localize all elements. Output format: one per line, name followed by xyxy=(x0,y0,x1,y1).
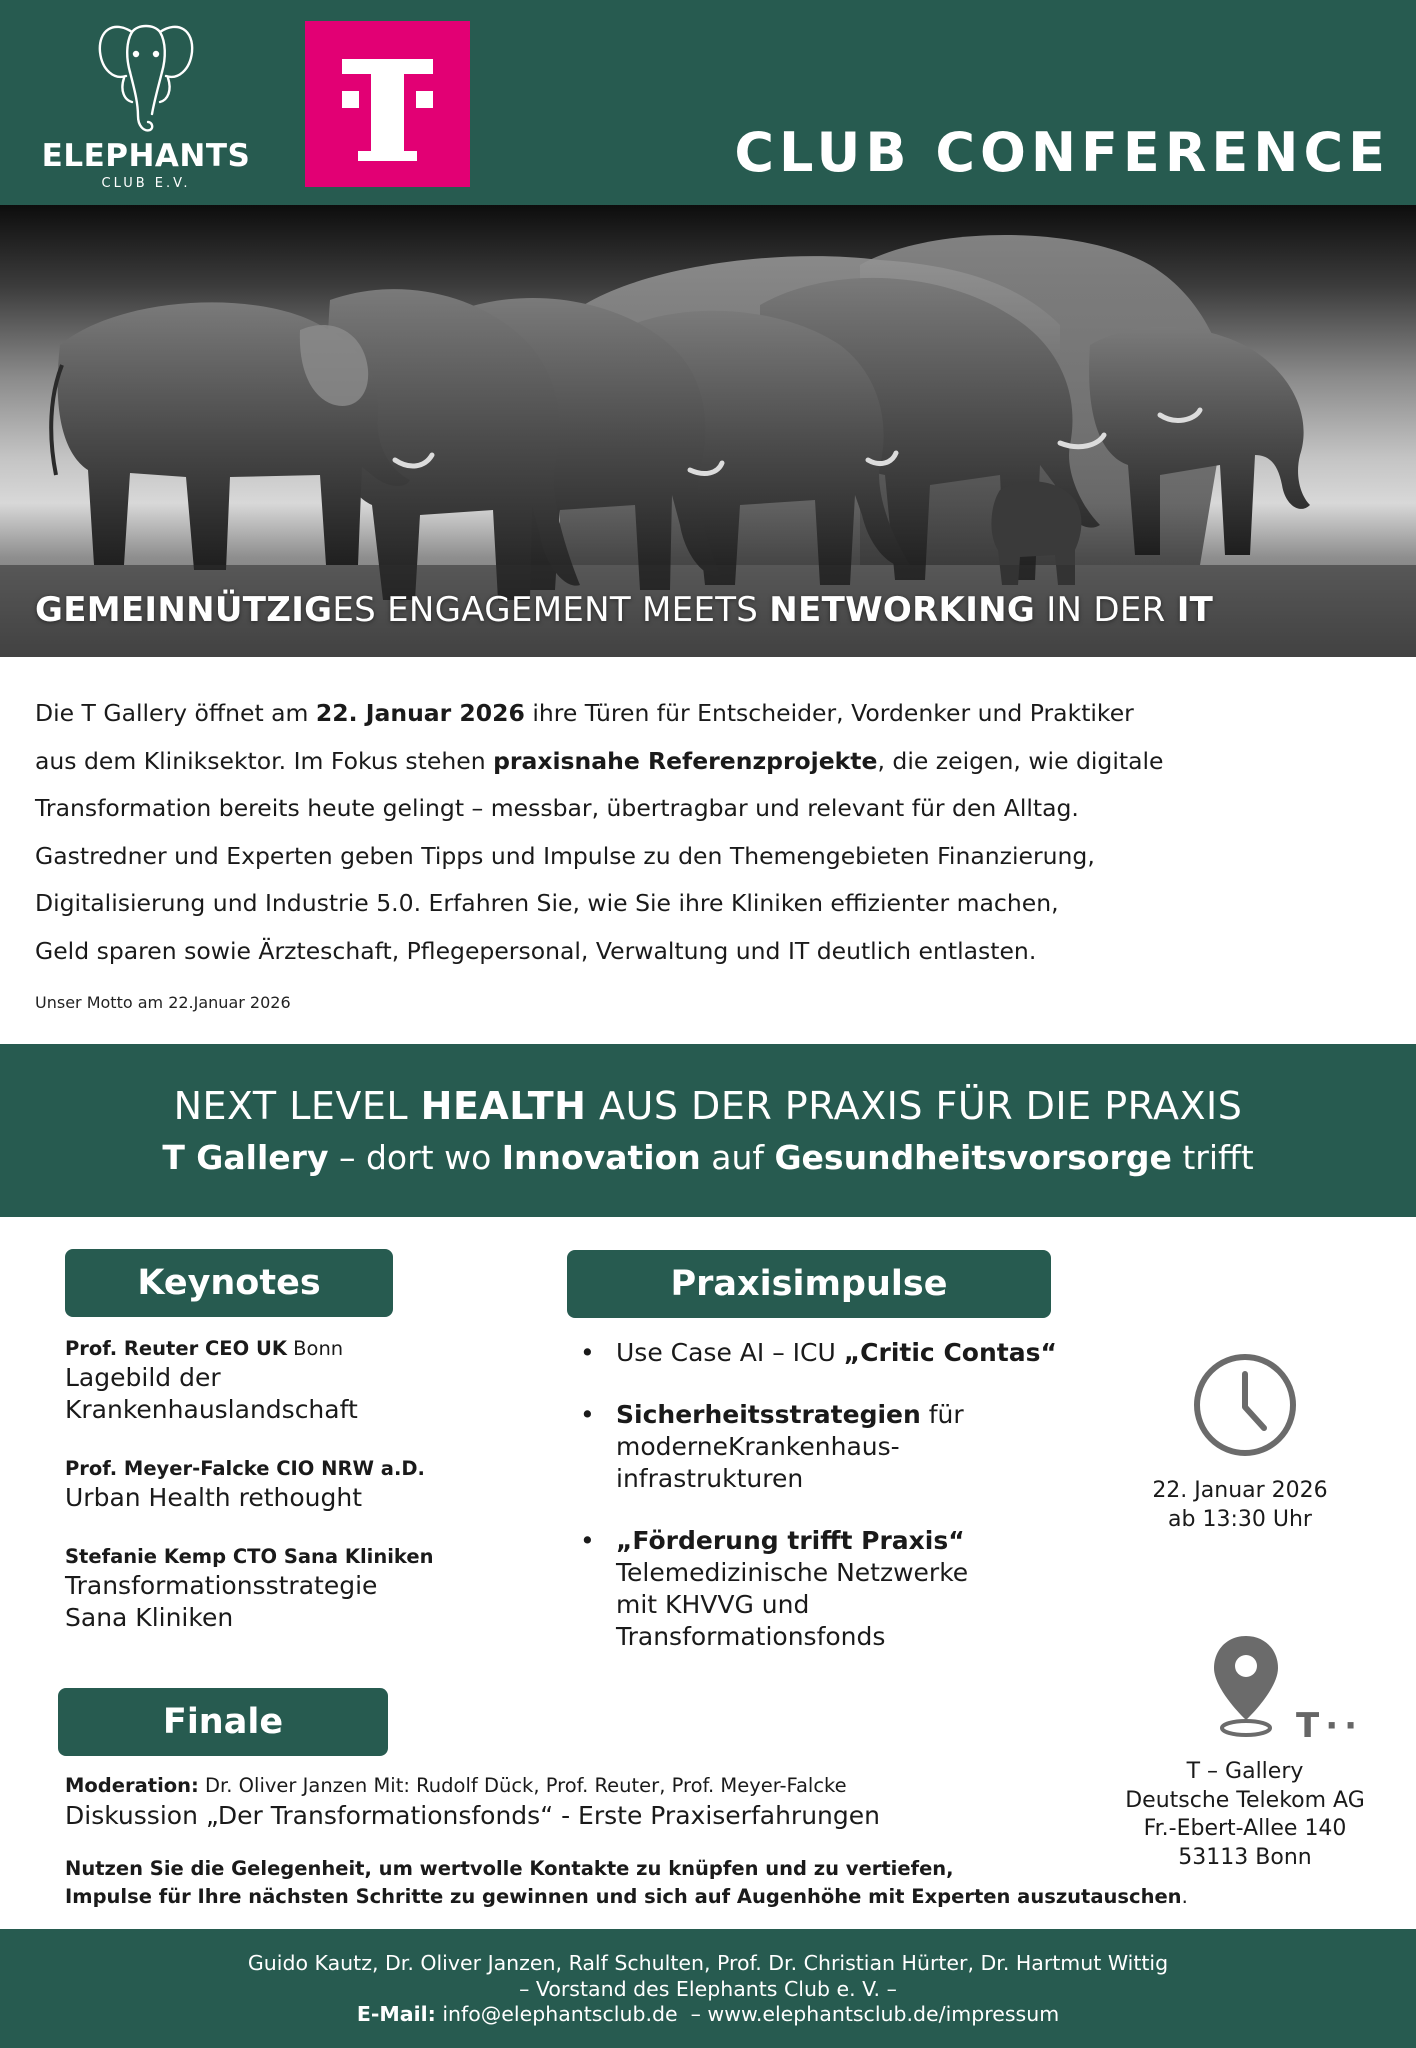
event-start-time: ab 13:30 Uhr xyxy=(1168,1507,1312,1532)
venue-city: 53113 Bonn xyxy=(1178,1844,1312,1870)
location-pin-icon xyxy=(1210,1632,1282,1746)
motto-line-2 xyxy=(0,1138,1416,1177)
praxis-item xyxy=(578,1399,1098,1495)
discussion-title: Diskussion „Der Transformationsfonds“ - Erste Praxiserfahrungen xyxy=(65,1801,880,1830)
keynote-topic: Krankenhauslandschaft xyxy=(65,1395,358,1424)
banner-bold-innovation: Innovation xyxy=(501,1138,701,1177)
venue-company: Deutsche Telekom AG xyxy=(1125,1787,1365,1813)
cta-line-2 xyxy=(65,1883,1215,1911)
banner-bold-tgallery: T Gallery xyxy=(162,1138,329,1177)
keynote-item xyxy=(65,1336,495,1426)
telekom-t-icon xyxy=(305,21,470,187)
praxis-item xyxy=(578,1337,1098,1369)
praxis-bold: Sicherheitsstrategien xyxy=(616,1400,921,1429)
footer xyxy=(0,1929,1416,2048)
intro-line-5: Digitalisierung und Industrie 5.0. Erfahren Sie, wie Sie ihre Kliniken effizienter machen, xyxy=(35,889,1059,917)
venue-name: T – Gallery xyxy=(1186,1759,1304,1784)
speaker-name: Prof. Meyer-Falcke CIO NRW a.D. xyxy=(65,1457,425,1480)
banner-text: AUS DER PRAXIS FÜR DIE PRAXIS xyxy=(586,1084,1243,1128)
website-link[interactable]: www.elephantsclub.de/impressum xyxy=(707,2002,1060,2026)
telekom-mini-logo: T·· xyxy=(1296,1706,1364,1746)
caption-bold-2: NETWORKING xyxy=(769,590,1036,630)
praxis-line: infrastrukturen xyxy=(616,1464,804,1493)
praxis-line: Transformationsfonds xyxy=(616,1622,886,1651)
keynote-topic: Lagebild der xyxy=(65,1363,221,1392)
keynote-item xyxy=(65,1544,495,1634)
banner-text: – dort wo xyxy=(328,1138,502,1177)
keynotes-heading: Keynotes xyxy=(65,1249,393,1317)
banner-text: trifft xyxy=(1171,1138,1254,1177)
motto-label: Unser Motto am 22.Januar 2026 xyxy=(35,993,291,1012)
elephants-club-logo[interactable] xyxy=(36,18,256,193)
praxis-bold: „Critic Contas“ xyxy=(843,1338,1057,1367)
keynote-topic: Urban Health rethought xyxy=(65,1483,363,1512)
banner-bold-health: HEALTH xyxy=(420,1084,587,1128)
bullet-icon: • xyxy=(580,1338,595,1367)
banner-text: auf xyxy=(700,1138,775,1177)
moderation-label: Moderation: xyxy=(65,1774,199,1797)
logo-subtitle: CLUB E.V. xyxy=(101,176,191,191)
keynote-speaker xyxy=(65,1456,495,1482)
praxis-bold: „Förderung trifft Praxis“ xyxy=(616,1526,965,1555)
event-time xyxy=(1090,1476,1390,1534)
cta-period: . xyxy=(1181,1885,1188,1908)
moderation-text: Dr. Oliver Janzen Mit: Rudolf Dück, Prof. Reuter, Prof. Meyer-Falcke xyxy=(198,1774,847,1797)
banner-bold-gesundheit: Gesundheitsvorsorge xyxy=(774,1138,1172,1177)
praxis-item xyxy=(578,1525,1098,1653)
intro-line-1 xyxy=(35,690,1335,738)
motto-banner xyxy=(0,1044,1416,1217)
intro-line-6: Geld sparen sowie Ärzteschaft, Pflegepersonal, Verwaltung und IT deutlich entlasten. xyxy=(35,936,1037,965)
hero-caption xyxy=(35,590,1213,630)
logo-name: ELEPHANTS xyxy=(41,138,251,174)
intro-line-2 xyxy=(35,738,1335,786)
telekom-logo[interactable] xyxy=(305,21,470,187)
intro-line-3: Transformation bereits heute gelingt – messbar, übertragbar und relevant für den Alltag. xyxy=(35,794,1079,822)
page-title: CLUB CONFERENCE xyxy=(734,121,1390,184)
contact-line xyxy=(0,2002,1416,2028)
board-members: Guido Kautz, Dr. Oliver Janzen, Ralf Schulten, Prof. Dr. Christian Hürter, Dr. Hartmut Wittig xyxy=(247,1951,1169,1975)
praxisimpulse-heading: Praxisimpulse xyxy=(567,1250,1051,1318)
intro-text-span: Die T Gallery öffnet am xyxy=(35,699,316,727)
header-bar xyxy=(0,0,1416,205)
finale-content xyxy=(65,1773,1095,1832)
venue-street: Fr.-Ebert-Allee 140 xyxy=(1143,1816,1347,1841)
keynotes-list xyxy=(65,1336,495,1664)
motto-line-1 xyxy=(0,1084,1416,1128)
footer-text xyxy=(0,1951,1416,2028)
separator: – xyxy=(677,2002,708,2026)
caption-bold-3: IT xyxy=(1176,590,1214,630)
intro-text-span: , die zeigen, wie digitale xyxy=(877,746,1164,775)
praxis-line: moderneKrankenhaus- xyxy=(616,1432,900,1461)
praxis-text: für xyxy=(920,1400,964,1429)
praxis-line xyxy=(616,1525,1098,1557)
highlight-reference-projects: praxisnahe Referenzprojekte xyxy=(493,746,878,775)
cta-line-1: Nutzen Sie die Gelegenheit, um wertvolle Kontakte zu knüpfen und zu vertiefen, xyxy=(65,1857,954,1880)
intro-text xyxy=(35,690,1335,975)
bullet-icon: • xyxy=(580,1526,595,1555)
keynote-item xyxy=(65,1456,495,1514)
praxis-line: Telemedizinische Netzwerke xyxy=(616,1558,969,1587)
caption-normal-1: ES ENGAGEMENT MEETS xyxy=(332,590,770,630)
finale-heading: Finale xyxy=(58,1688,388,1756)
cta-text: Impulse für Ihre nächsten Schritte zu gewinnen und sich auf Augenhöhe mit Experten auszutauschen xyxy=(65,1885,1182,1908)
clock-icon xyxy=(1192,1352,1298,1462)
caption-normal-2: IN DER xyxy=(1035,590,1177,630)
intro-text-span: aus dem Kliniksektor. Im Fokus stehen xyxy=(35,746,494,775)
board-label: – Vorstand des Elephants Club e. V. – xyxy=(519,1976,897,2001)
email-link[interactable]: info@elephantsclub.de xyxy=(435,2002,678,2026)
keynote-topic: Sana Kliniken xyxy=(65,1603,234,1632)
event-date: 22. Januar 2026 xyxy=(1152,1478,1328,1503)
praxisimpulse-list xyxy=(578,1337,1098,1683)
keynote-topic: Transformationsstrategie xyxy=(65,1571,378,1600)
hero-image xyxy=(0,205,1416,657)
keynote-speaker xyxy=(65,1544,495,1570)
praxis-line xyxy=(616,1399,1098,1431)
moderation-line xyxy=(65,1773,1095,1799)
praxis-line: mit KHVVG und xyxy=(616,1590,810,1619)
call-to-action xyxy=(65,1855,1215,1911)
praxis-text: Use Case AI – ICU xyxy=(616,1338,844,1367)
keynote-speaker xyxy=(65,1336,495,1362)
intro-line-4: Gastredner und Experten geben Tipps und Impulse zu den Themengebieten Finanzierung, xyxy=(35,841,1095,870)
speaker-location: Bonn xyxy=(286,1337,344,1360)
email-label: E-Mail: xyxy=(356,2002,436,2026)
banner-text: NEXT LEVEL xyxy=(173,1084,421,1128)
speaker-name: Prof. Reuter CEO UK xyxy=(65,1337,287,1360)
bullet-icon: • xyxy=(580,1400,595,1429)
elephant-head-icon xyxy=(94,18,198,136)
event-date-highlight: 22. Januar 2026 xyxy=(315,699,525,727)
caption-bold-1: GEMEINNÜTZIG xyxy=(35,590,333,630)
intro-text-span: ihre Türen für Entscheider, Vordenker und Praktiker xyxy=(524,699,1134,727)
speaker-name: Stefanie Kemp CTO Sana Kliniken xyxy=(65,1545,434,1568)
